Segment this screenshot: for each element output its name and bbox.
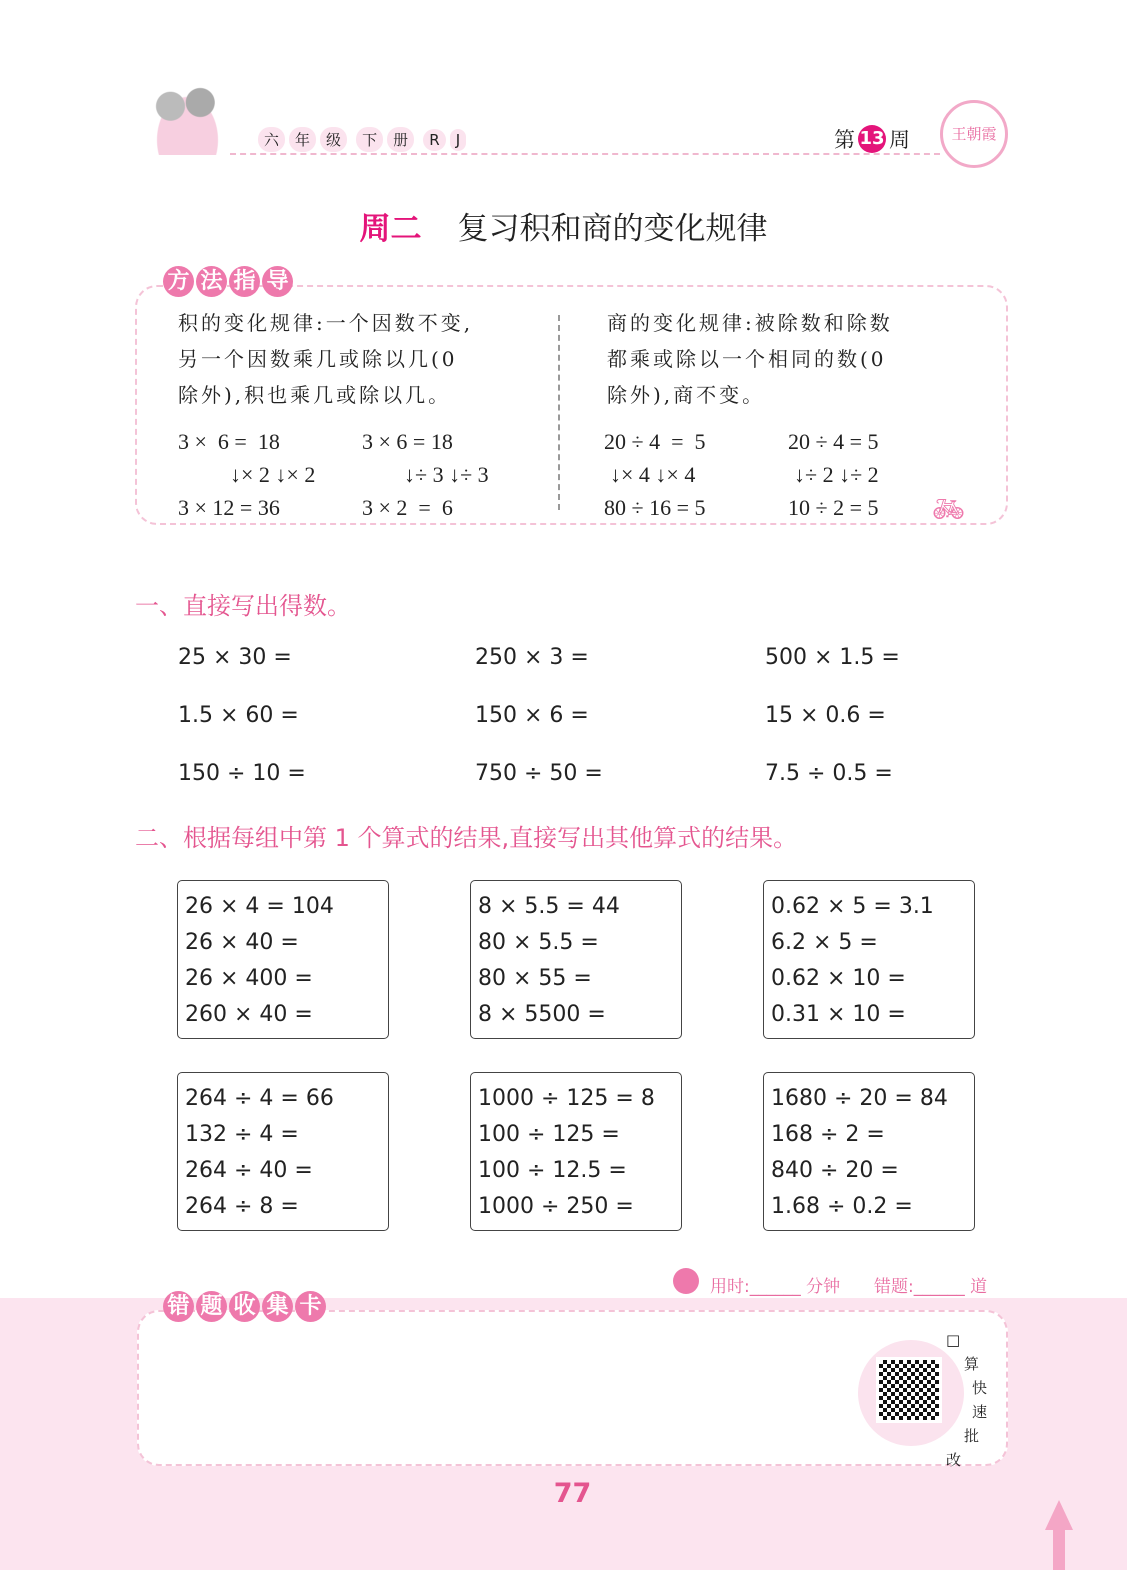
week-prefix: 第 <box>834 128 855 152</box>
question: 1.5 × 60 = <box>178 703 299 728</box>
question: 150 × 6 = <box>475 703 589 728</box>
example-1: 3 × 6 = 18 ↓× 2 ↓× 2 3 × 12 = 36 <box>178 429 316 520</box>
week-number: 13 <box>858 125 886 153</box>
brand-logo: 王朝霞 <box>940 100 1008 168</box>
example-3: 20 ÷ 4 = 5 ↓× 4 ↓× 4 80 ÷ 16 = 5 <box>604 429 706 520</box>
page-number: 77 <box>553 1478 592 1509</box>
method-divider <box>558 315 560 510</box>
card-badge: 错 题 收 集 卡 <box>163 1291 326 1322</box>
page-title <box>0 203 1127 248</box>
stopwatch-icon <box>673 1268 699 1294</box>
time-label: 用时:______ 分钟 <box>710 1277 841 1297</box>
chip: 年 <box>289 127 316 152</box>
method-badge: 方 法 指 导 <box>163 266 293 297</box>
chip: J <box>450 129 466 151</box>
example-4: 20 ÷ 4 = 5 ↓÷ 2 ↓÷ 2 10 ÷ 2 = 5 <box>788 429 879 520</box>
week-label <box>834 124 910 154</box>
question-group: 1000 ÷ 125 = 8 100 ÷ 125 = 100 ÷ 12.5 = 1000 ÷ 250 = <box>470 1072 682 1231</box>
chip: 级 <box>320 127 347 152</box>
question-group: 0.62 × 5 = 3.1 6.2 × 5 = 0.62 × 10 = 0.31 × 10 = <box>763 880 975 1039</box>
question-group: 8 × 5.5 = 44 80 × 5.5 = 80 × 55 = 8 × 5500 = <box>470 880 682 1039</box>
question: 25 × 30 = <box>178 645 292 670</box>
errors-label: 错题:______ 道 <box>874 1277 988 1297</box>
question-group: 264 ÷ 4 = 66 132 ÷ 4 = 264 ÷ 40 = 264 ÷ 8 = <box>177 1072 389 1231</box>
header-chips <box>258 127 470 152</box>
arrow-stem <box>1053 1530 1065 1570</box>
chip: 册 <box>387 127 414 152</box>
chip: 六 <box>258 127 285 152</box>
week-suffix: 周 <box>889 128 910 152</box>
topic-title: 复习积和商的变化规律 <box>457 211 768 247</box>
day-label: 周二 <box>359 211 422 247</box>
qr-caption: □ 算 快 速 批 改 <box>946 1331 988 1469</box>
question: 500 × 1.5 = <box>765 645 900 670</box>
section1-heading: 一、直接写出得数。 <box>135 592 351 620</box>
question: 250 × 3 = <box>475 645 589 670</box>
section2-heading: 二、根据每组中第 1 个算式的结果,直接写出其他算式的结果。 <box>135 824 798 852</box>
product-rule-text: 积的变化规律:一个因数不变, 另一个因数乘几或除以几(0 除外),积也乘几或除以几。 <box>178 311 474 407</box>
qr-code[interactable] <box>876 1357 942 1423</box>
question-group: 26 × 4 = 104 26 × 40 = 26 × 400 = 260 × 40 = <box>177 880 389 1039</box>
chip: 下 <box>356 127 383 152</box>
chip: R <box>423 129 445 151</box>
quotient-rule-text: 商的变化规律:被除数和除数 都乘或除以一个相同的数(0 除外),商不变。 <box>607 311 893 407</box>
header-illustration <box>145 80 230 155</box>
question: 750 ÷ 50 = <box>475 761 603 786</box>
question-group: 1680 ÷ 20 = 84 168 ÷ 2 = 840 ÷ 20 = 1.68 ÷ 0.2 = <box>763 1072 975 1231</box>
question: 7.5 ÷ 0.5 = <box>765 761 893 786</box>
bicycle-icon: 🚲︎ <box>932 495 966 525</box>
question: 150 ÷ 10 = <box>178 761 306 786</box>
example-2: 3 × 6 = 18 ↓÷ 3 ↓÷ 3 3 × 2 = 6 <box>362 429 489 520</box>
arrow-decoration <box>1045 1500 1073 1530</box>
question: 15 × 0.6 = <box>765 703 886 728</box>
